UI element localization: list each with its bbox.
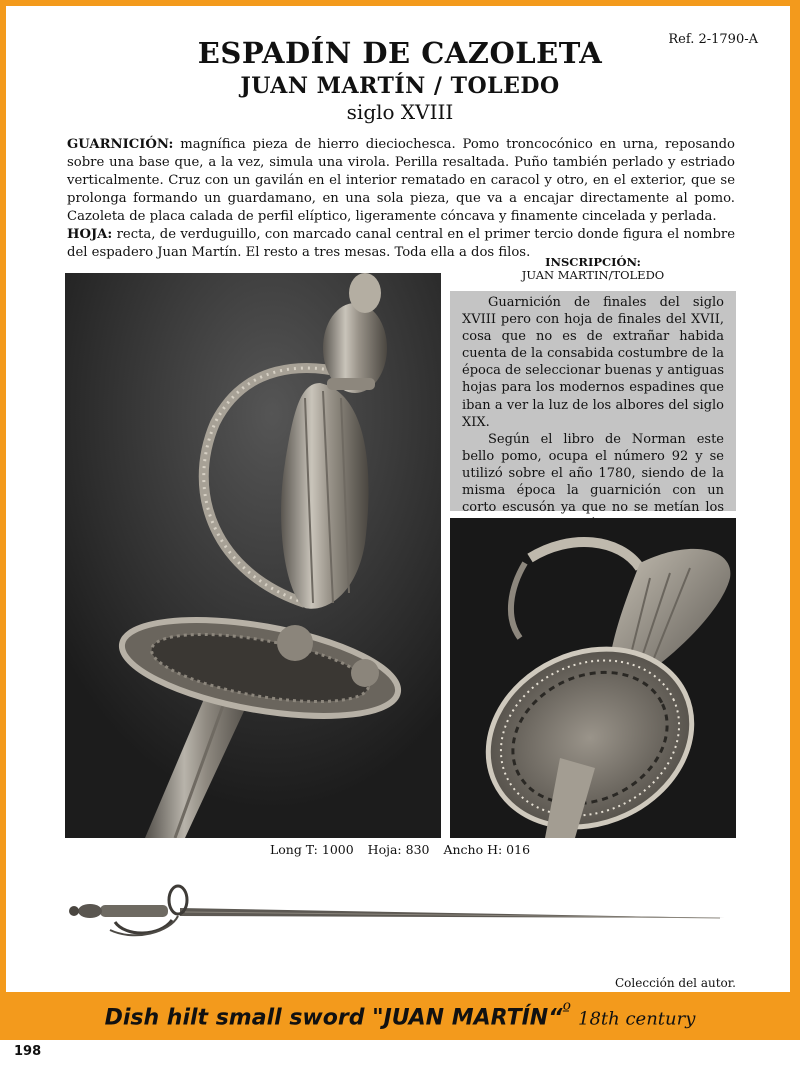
- guarnicion-paragraph: [67, 136, 735, 226]
- dimension-long: Long T: 1000: [269, 842, 354, 857]
- description: [67, 136, 735, 262]
- orange-frame-left: [0, 0, 6, 1040]
- collection-credit: Colección del autor.: [615, 976, 736, 990]
- note-box: [450, 291, 736, 516]
- reference-number: Ref. 2-1790-A: [668, 32, 758, 47]
- orange-frame-top: [0, 0, 800, 6]
- dimensions: [0, 842, 800, 857]
- note-paragraph-1: Guarnición de finales del siglo XVIII pero con hoja de finales del XVII, cosa que no es de extrañar habida cuenta de la consabida costumbre de la época de seleccionar buenas y antiguas hojas para los modernos espadines que iban a ver la luz de los albores del siglo XIX.: [462, 295, 724, 430]
- inscription-label: INSCRIPCIÓN:: [545, 255, 641, 269]
- dimension-hoja: Hoja: 830: [367, 842, 430, 857]
- page-subtitle: JUAN MARTÍN / TOLEDO: [240, 73, 560, 99]
- sword-profile-illustration: [60, 872, 740, 952]
- hilt-illustration: [65, 273, 441, 838]
- guarnicion-text: magnífica pieza de hierro dieciochesca. Pomo troncocónico en urna, reposando sobre una base que, a la vez, simula una virola. Perilla resaltada. Puño también perlado y estriado verticalmente. Cruz con un gavilán en el interior rematado en caracol y otro, en el exterior, que se prolonga formando un guardamano, en una sola pieza, que va a encajar directamente al pomo. Cazoleta de placa calada de perfil elíptico, ligeramente cóncava y finamente cincelada y perlada.: [67, 137, 735, 224]
- english-caption: [0, 1000, 800, 1030]
- caption-ordinal: º: [562, 1000, 572, 1021]
- page-period: siglo XVIII: [346, 100, 454, 124]
- dimension-ancho: Ancho H: 016: [443, 842, 531, 857]
- sword-profile-image: [60, 872, 740, 952]
- inscription-value: JUAN MARTIN/TOLEDO: [521, 268, 665, 282]
- guarnicion-label: GUARNICIÓN:: [67, 137, 174, 152]
- caption-main: Dish hilt small sword "JUAN MARTÍN“: [104, 1005, 563, 1031]
- orange-frame-right: [790, 0, 800, 1040]
- page-title: ESPADÍN DE CAZOLETA: [197, 36, 603, 70]
- hilt-photo-detail: [450, 518, 736, 838]
- page-number: 198: [14, 1044, 42, 1059]
- hoja-label: HOJA:: [67, 227, 113, 242]
- caption-century: 18th century: [578, 1008, 696, 1030]
- hilt-photo-main: [65, 273, 441, 838]
- note-paragraph-2: Según el libro de Norman este bello pomo, ocupa el número 92 y se utilizó sobre el año 1780, siendo de la misma época la guarnición con un corto escusón ya que no se metían los: [462, 431, 724, 516]
- hilt-detail-illustration: [450, 518, 736, 838]
- hoja-text: recta, de verduguillo, con marcado canal central en el primer tercio donde figura el nombre del espadero Juan Martín. El resto a tres mesas. Toda ella a dos filos.: [67, 227, 735, 260]
